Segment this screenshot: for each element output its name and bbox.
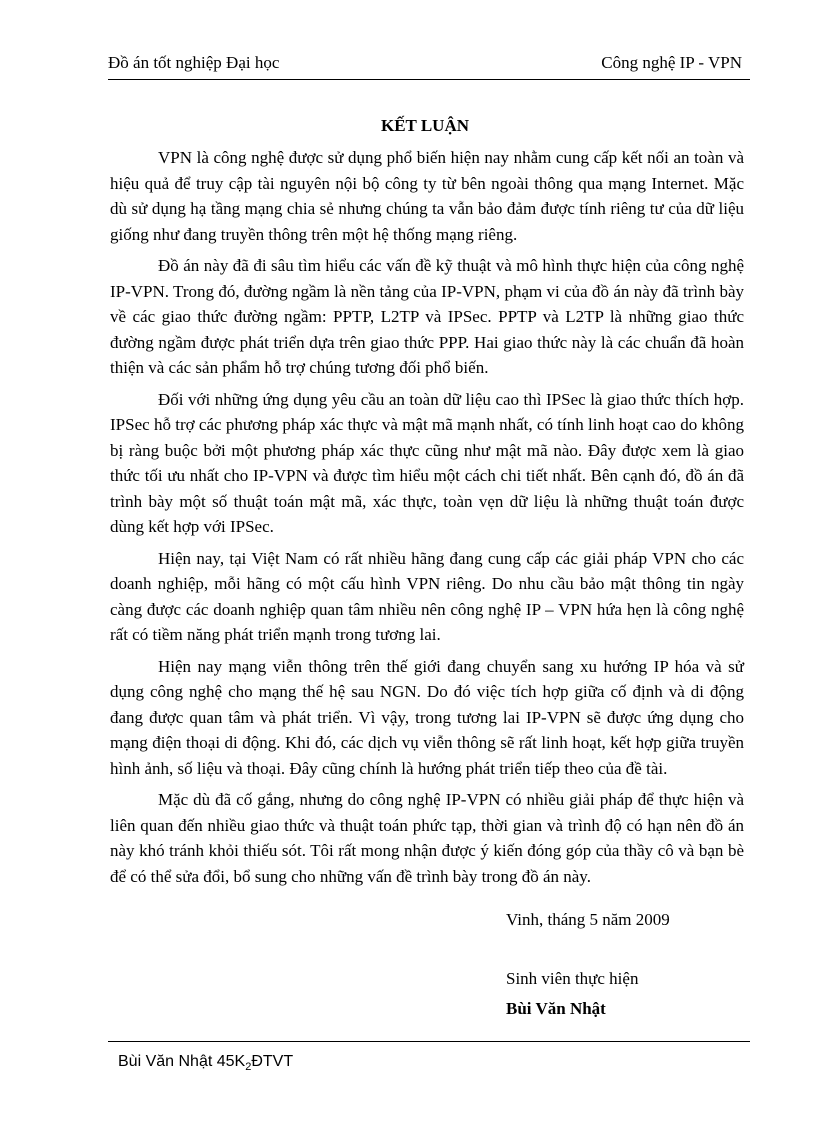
conclusion-body <box>110 145 744 895</box>
paragraph: Đối với những ứng dụng yêu cầu an toàn dữ liệu cao thì IPSec là giao thức thích hợp. IPSec hỗ trợ các phương pháp xác thực và mật mã mạnh nhất, có tính linh hoạt cao do không bị ràng buộc bởi một phương pháp xác thực cũng như mật mã nào. Đây được xem là giao thức tối ưu nhất cho IP-VPN và được tìm hiểu một cách chi tiết nhất. Bên cạnh đó, đồ án đã trình bày một số thuật toán mật mã, xác thực, toàn vẹn dữ liệu là những thuật toán được dùng kết hợp với IPSec. <box>110 389 744 536</box>
signature-date: Vinh, tháng 5 năm 2009 <box>506 910 670 929</box>
footer-divider <box>108 1041 750 1042</box>
paragraph: Mặc dù đã cố gắng, nhưng do công nghệ IP-VPN có nhiều giải pháp để thực hiện và liên quan đến nhiều giao thức và thuật toán phức tạp, thời gian và trình độ có hạn nên đồ án này khó tránh khỏi thiếu sót. Tôi rất mong nhận được ý kiến đóng góp của thầy cô và bạn bè để có thể sửa đổi, bổ sung cho những vấn đề trình bày trong đồ án này. <box>110 790 744 886</box>
footer-subscript: 2 <box>245 1061 252 1074</box>
paragraph: Hiện nay, tại Việt Nam có rất nhiều hãng đang cung cấp các giải pháp VPN cho các doanh nghiệp, mỗi hãng có một cấu hình VPN riêng. Do nhu cầu bảo mật thông tin ngày càng được các doanh nghiệp quan tâm nhiều nên công nghệ IP – VPN hứa hẹn là công nghệ rất có tiềm năng phát triển mạnh trong tương lai. <box>110 548 744 644</box>
signature-role: Sinh viên thực hiện <box>506 969 639 988</box>
page-header <box>108 53 742 77</box>
footer-author: Bùi Văn Nhật 45K <box>118 1053 246 1070</box>
footer-class: ĐTVT <box>251 1053 294 1070</box>
header-subject: Công nghệ IP - VPN <box>601 53 742 72</box>
paragraph: Hiện nay mạng viễn thông trên thế giới đang chuyển sang xu hướng IP hóa và sử dụng công nghệ cho mạng thế hệ sau NGN. Do đó việc tích hợp giữa cố định và di động đang được quan tâm và phát triển. Vì vậy, trong tương lai IP-VPN sẽ được ứng dụng cho mạng điện thoại di động. Khi đó, các dịch vụ viễn thông sẽ rất linh hoạt, kết hợp giữa truyền hình ảnh, số liệu và thoại. Đây cũng chính là hướng phát triển tiếp theo của đề tài. <box>110 656 744 778</box>
page-footer <box>118 1053 293 1073</box>
paragraph: VPN là công nghệ được sử dụng phổ biến hiện nay nhằm cung cấp kết nối an toàn và hiệu quả để truy cập tài nguyên nội bộ công ty từ bên ngoài thông qua mạng Internet. Mặc dù sử dụng hạ tầng mạng chia sẻ nhưng chúng ta vẫn bảo đảm được tính riêng tư của dữ liệu giống như đang truyền thông trên một hệ thống mạng riêng. <box>110 148 744 244</box>
section-title: KẾT LUẬN <box>380 116 469 135</box>
signature-name: Bùi Văn Nhật <box>506 999 606 1018</box>
header-document-type: Đồ án tốt nghiệp Đại học <box>108 53 280 72</box>
paragraph: Đồ án này đã đi sâu tìm hiểu các vấn đề kỹ thuật và mô hình thực hiện của công nghệ IP-VPN. Trong đó, đường ngầm là nền tảng của IP-VPN, phạm vi của đồ án này đã trình bày về các giao thức đường ngầm: PPTP, L2TP và IPSec. PPTP và L2TP là những giao thức đường ngầm được phát triển dựa trên giao thức PPP. Hai giao thức này là các chuẩn đã hoàn thiện và các sản phẩm hỗ trợ chúng tương đối phổ biến. <box>110 256 744 377</box>
header-divider <box>108 79 750 80</box>
